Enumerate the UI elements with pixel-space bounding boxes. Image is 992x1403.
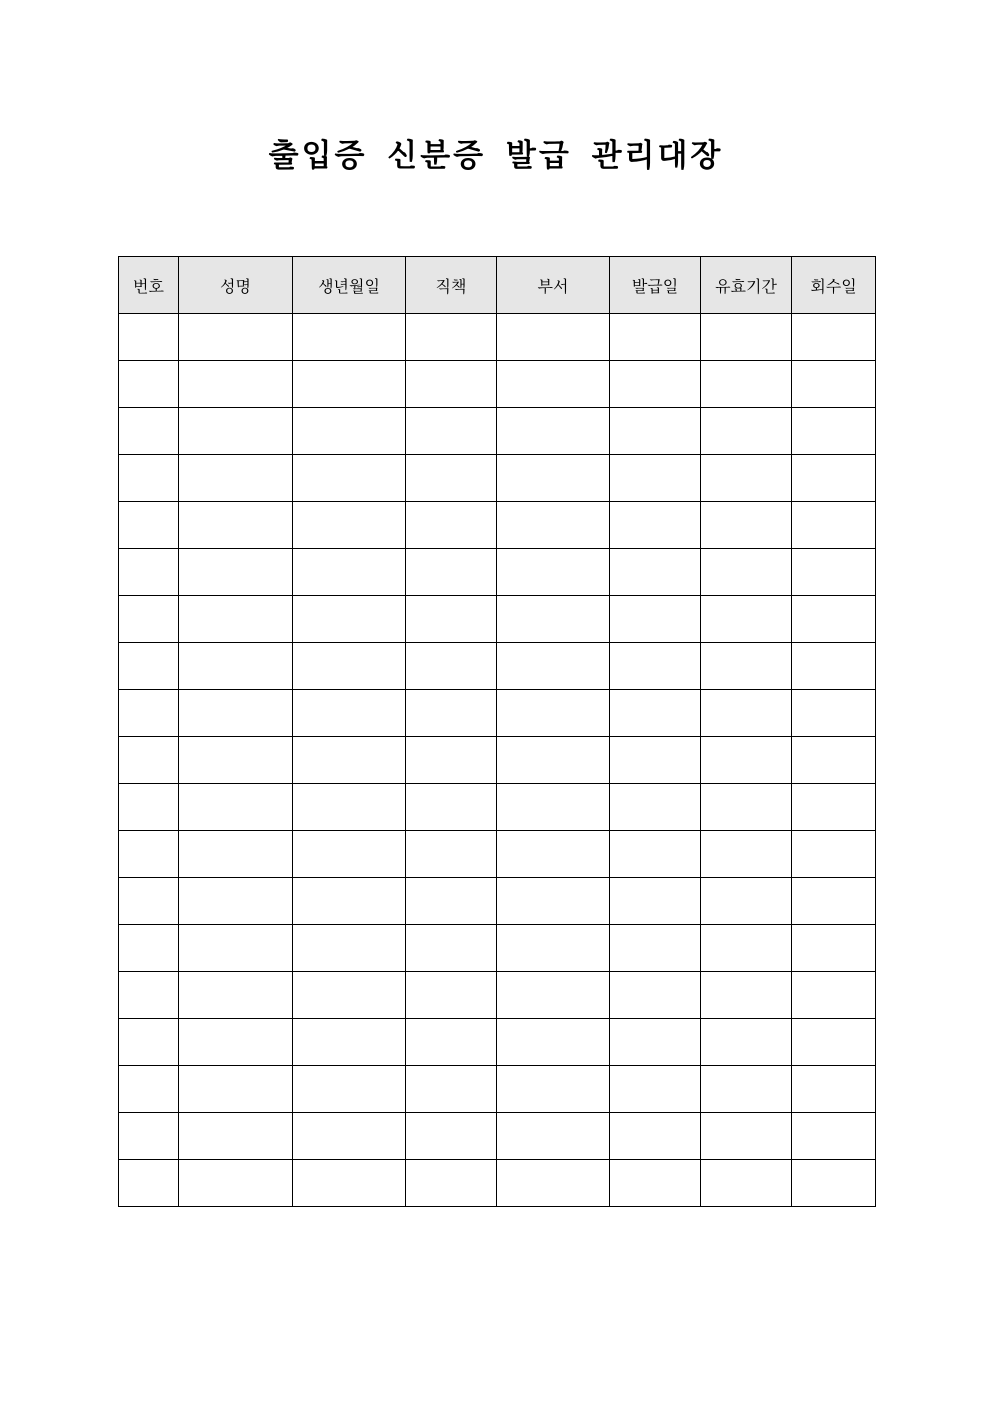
table-cell (497, 831, 610, 878)
column-header-number: 번호 (119, 257, 179, 314)
table-row (119, 1160, 876, 1207)
table-cell (610, 1066, 701, 1113)
column-header-position: 직책 (406, 257, 497, 314)
table-cell (179, 831, 293, 878)
table-row (119, 831, 876, 878)
table-cell (497, 925, 610, 972)
table-cell (179, 737, 293, 784)
table-cell (406, 925, 497, 972)
table-cell (497, 737, 610, 784)
table-row (119, 549, 876, 596)
table-cell (792, 549, 876, 596)
table-cell (119, 549, 179, 596)
table-cell (293, 831, 406, 878)
table-cell (792, 314, 876, 361)
table-cell (792, 455, 876, 502)
table-cell (792, 737, 876, 784)
table-cell (792, 1019, 876, 1066)
table-cell (610, 1160, 701, 1207)
page-title: 출입증 신분증 발급 관리대장 (268, 138, 724, 174)
table-cell (179, 314, 293, 361)
table-cell (497, 549, 610, 596)
table-cell (406, 596, 497, 643)
table-cell (293, 408, 406, 455)
table-cell (179, 643, 293, 690)
table-cell (179, 1019, 293, 1066)
table-cell (701, 1066, 792, 1113)
table-cell (293, 737, 406, 784)
table-cell (497, 784, 610, 831)
table-body (119, 314, 876, 1207)
table-cell (701, 831, 792, 878)
table-cell (610, 549, 701, 596)
table-cell (792, 831, 876, 878)
table-cell (497, 455, 610, 502)
table-row (119, 1066, 876, 1113)
table-cell (610, 361, 701, 408)
column-header-validity-period: 유효기간 (701, 257, 792, 314)
table-cell (179, 596, 293, 643)
table-cell (179, 1160, 293, 1207)
table-cell (610, 831, 701, 878)
table-cell (497, 596, 610, 643)
table-cell (406, 1019, 497, 1066)
table-cell (293, 1113, 406, 1160)
table-cell (179, 925, 293, 972)
table-cell (701, 643, 792, 690)
table-cell (406, 1066, 497, 1113)
table-cell (610, 314, 701, 361)
table-cell (293, 502, 406, 549)
table-cell (610, 596, 701, 643)
table-cell (497, 361, 610, 408)
table-cell (497, 408, 610, 455)
table-cell (119, 1160, 179, 1207)
table-cell (293, 690, 406, 737)
table-cell (119, 361, 179, 408)
table-cell (792, 502, 876, 549)
table-row (119, 408, 876, 455)
table-row (119, 878, 876, 925)
column-header-return-date: 회수일 (792, 257, 876, 314)
header-row (119, 257, 876, 314)
table-cell (701, 1019, 792, 1066)
table-cell (119, 972, 179, 1019)
table-cell (701, 972, 792, 1019)
table-cell (610, 502, 701, 549)
table-cell (119, 690, 179, 737)
table-cell (293, 549, 406, 596)
table-row (119, 1113, 876, 1160)
table-cell (119, 314, 179, 361)
table-cell (792, 596, 876, 643)
table-cell (497, 643, 610, 690)
table-cell (701, 314, 792, 361)
table-cell (792, 784, 876, 831)
table-cell (293, 361, 406, 408)
table-cell (179, 972, 293, 1019)
table-cell (406, 972, 497, 1019)
column-header-issue-date: 발급일 (610, 257, 701, 314)
table-cell (701, 596, 792, 643)
table-cell (406, 690, 497, 737)
table-cell (792, 1066, 876, 1113)
table-cell (293, 1019, 406, 1066)
table-cell (610, 690, 701, 737)
table-cell (701, 737, 792, 784)
column-header-birthdate: 생년월일 (293, 257, 406, 314)
table-row (119, 690, 876, 737)
table-cell (406, 831, 497, 878)
table-cell (497, 972, 610, 1019)
table-cell (119, 1113, 179, 1160)
table-cell (406, 878, 497, 925)
column-header-name: 성명 (179, 257, 293, 314)
column-header-department: 부서 (497, 257, 610, 314)
table-cell (792, 643, 876, 690)
table-cell (406, 1113, 497, 1160)
table-cell (119, 831, 179, 878)
table-cell (610, 643, 701, 690)
table-cell (610, 1019, 701, 1066)
table-cell (497, 1160, 610, 1207)
table-cell (179, 1066, 293, 1113)
table-cell (179, 455, 293, 502)
table-cell (792, 972, 876, 1019)
table-cell (293, 878, 406, 925)
table-cell (179, 878, 293, 925)
table-cell (293, 596, 406, 643)
issuance-register-table (118, 256, 876, 1207)
table-cell (179, 690, 293, 737)
table-cell (119, 502, 179, 549)
table-cell (179, 549, 293, 596)
table-cell (406, 361, 497, 408)
table-cell (610, 408, 701, 455)
table-cell (610, 972, 701, 1019)
table-cell (701, 408, 792, 455)
table-cell (119, 1019, 179, 1066)
table-cell (119, 1066, 179, 1113)
table-cell (406, 784, 497, 831)
table-cell (701, 925, 792, 972)
table-row (119, 502, 876, 549)
table-cell (293, 455, 406, 502)
table-row (119, 737, 876, 784)
table-cell (610, 784, 701, 831)
table-cell (179, 361, 293, 408)
table-cell (792, 361, 876, 408)
table-row (119, 925, 876, 972)
table-cell (701, 361, 792, 408)
table-cell (179, 784, 293, 831)
table-cell (179, 502, 293, 549)
table-cell (119, 925, 179, 972)
table-cell (792, 408, 876, 455)
table-row (119, 643, 876, 690)
table-cell (497, 314, 610, 361)
table-row (119, 455, 876, 502)
table-cell (792, 925, 876, 972)
table-cell (497, 878, 610, 925)
table-cell (497, 1019, 610, 1066)
table-cell (293, 314, 406, 361)
table-cell (179, 1113, 293, 1160)
table-cell (406, 1160, 497, 1207)
table-cell (701, 549, 792, 596)
table-cell (119, 455, 179, 502)
table-row (119, 784, 876, 831)
table-cell (610, 1113, 701, 1160)
table-row (119, 361, 876, 408)
table-cell (497, 1113, 610, 1160)
table-cell (497, 502, 610, 549)
table-cell (792, 690, 876, 737)
table-cell (119, 643, 179, 690)
table-cell (701, 878, 792, 925)
table-cell (610, 878, 701, 925)
table-cell (792, 878, 876, 925)
table-cell (497, 690, 610, 737)
table-cell (179, 408, 293, 455)
table-cell (701, 1113, 792, 1160)
table-cell (293, 972, 406, 1019)
table-cell (406, 408, 497, 455)
table-cell (610, 925, 701, 972)
table-cell (701, 502, 792, 549)
table-cell (293, 1160, 406, 1207)
table-cell (293, 784, 406, 831)
table-cell (119, 408, 179, 455)
table-cell (792, 1113, 876, 1160)
table-cell (406, 737, 497, 784)
table-cell (119, 596, 179, 643)
table-cell (406, 643, 497, 690)
table-cell (406, 455, 497, 502)
table-cell (293, 1066, 406, 1113)
table-cell (119, 737, 179, 784)
table-cell (406, 314, 497, 361)
table-cell (701, 784, 792, 831)
table-cell (119, 878, 179, 925)
table-cell (701, 455, 792, 502)
table-cell (293, 925, 406, 972)
table-cell (701, 690, 792, 737)
table-row (119, 596, 876, 643)
table-cell (701, 1160, 792, 1207)
table-row (119, 1019, 876, 1066)
table-row (119, 314, 876, 361)
table-row (119, 972, 876, 1019)
table-cell (497, 1066, 610, 1113)
table-cell (119, 784, 179, 831)
table-cell (406, 502, 497, 549)
table-cell (610, 737, 701, 784)
table-cell (293, 643, 406, 690)
table-cell (610, 455, 701, 502)
table-cell (792, 1160, 876, 1207)
table-cell (406, 549, 497, 596)
